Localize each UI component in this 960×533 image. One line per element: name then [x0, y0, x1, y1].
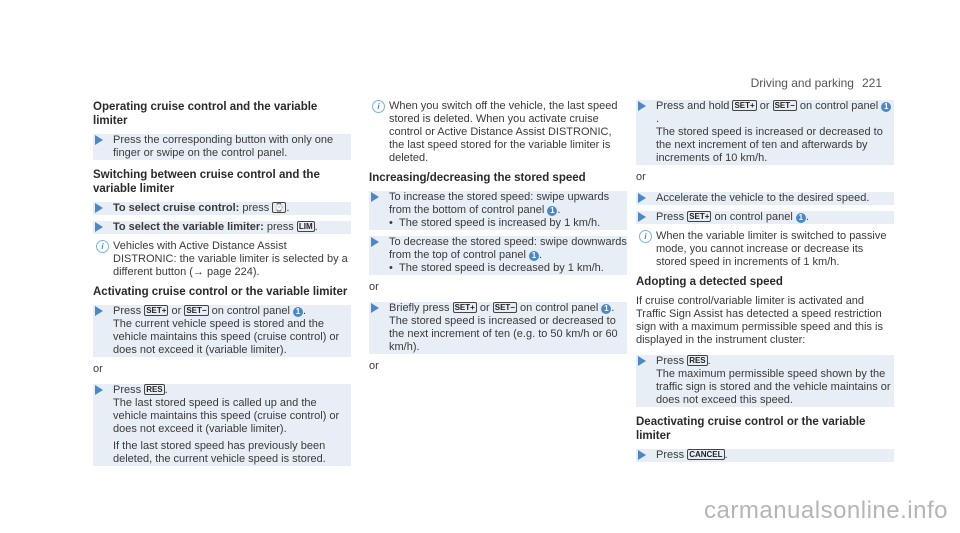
heading-operating: Operating cruise control and the variable limiter [93, 101, 318, 127]
step-arrow-icon [638, 356, 646, 366]
step-arrow-icon [638, 193, 646, 203]
step-arrow-icon [371, 192, 379, 202]
step-accelerate: Accelerate the vehicle to the desired speed. [636, 192, 894, 205]
column-2 [369, 100, 627, 381]
step-arrow-icon [95, 222, 103, 232]
callout-badge: 1 [293, 307, 303, 317]
step-arrow-icon [638, 212, 646, 222]
set-plus-key-icon: SET+ [146, 306, 167, 315]
step-arrow-icon [638, 101, 646, 111]
callout-badge: 1 [881, 102, 891, 112]
bullet-increase: • The stored speed is increased by 1 km/h. [389, 217, 627, 230]
heading-activating: Activating cruise control or the variable limiter [93, 286, 348, 298]
note-switch-off: i When you switch off the vehicle, the last speed stored is deleted. When you activate cruise control or Active Distance Assist DISTRONIC, the last speed stored for the variable limiter is deleted. [369, 100, 627, 165]
step-press-button: Press the corresponding button with only one finger or swipe on the control panel. [93, 134, 351, 160]
lim-key-icon: LIM [298, 222, 313, 231]
heading-deactivating: Deactivating cruise control or the variable limiter [636, 416, 866, 442]
callout-badge: 1 [547, 206, 557, 216]
step-arrow-icon [638, 450, 646, 460]
info-icon: i [96, 240, 109, 253]
or-separator: or [369, 281, 379, 293]
step-cancel: Press CANCEL . [636, 449, 894, 462]
step-arrow-icon [371, 303, 379, 313]
note-limiter: i When the variable limiter is switched to passive mode, you cannot increase or decrease its stored speed in increments of 1 km/h. [636, 230, 894, 269]
watermark: carmanualsonline.info [704, 497, 948, 524]
bullet-decrease: • The stored speed is decreased by 1 km/h. [389, 262, 627, 275]
step-press-res: Press RES . The maximum permissible speed shown by the traffic sign is stored and the vehicle maintains or does not exceed this speed. [636, 355, 894, 407]
step-arrow-icon [95, 135, 103, 145]
step-decrease: To decrease the stored speed: swipe downwards from the top of control panel 1 . • The stored speed is decreased by 1 km/h. [369, 236, 627, 275]
step-increase: To increase the stored speed: swipe upwards from the bottom of control panel 1 . • The stored speed is increased by 1 km/h. [369, 191, 627, 230]
note-vehicles: i Vehicles with Active Distance Assist DISTRONIC: the variable limiter is selected by a different button (→ page 224). [93, 240, 351, 279]
res-key-icon: RES [146, 385, 163, 394]
column-3 [636, 100, 894, 468]
step-press-res: Press RES . The last stored speed is called up and the vehicle maintains this speed (cruise control) or does not exceed it (variable limiter). If the last stored speed has previously been deleted, the current vehicle speed is stored. [93, 384, 351, 466]
step-select-cc: To select cruise control: press ⌚ . [93, 202, 351, 215]
cancel-key-icon: CANCEL [689, 450, 723, 459]
set-minus-key-icon: SET− [494, 303, 515, 312]
set-plus-key-icon: SET+ [689, 212, 710, 221]
step-briefly-press: Briefly press SET+ or SET− on control panel 1 . The stored speed is increased or decreased to the next increment of ten (e.g. to 50 km/h or 60 km/h). [369, 302, 627, 354]
step-arrow-icon [95, 203, 103, 213]
info-icon: i [639, 230, 652, 243]
set-plus-key-icon: SET+ [454, 303, 475, 312]
heading-adopting: Adopting a detected speed [636, 276, 783, 288]
or-separator: or [636, 171, 646, 183]
callout-badge: 1 [601, 304, 611, 314]
set-minus-key-icon: SET− [774, 101, 795, 110]
heading-switching: Switching between cruise control and the variable limiter [93, 169, 320, 195]
adopting-text: If cruise control/variable limiter is activated and Traffic Sign Assist has detected a speed restriction sign with a maximum permissible speed and this is displayed in the instrument cluster: [636, 295, 883, 346]
heading-incdec: Increasing/decreasing the stored speed [369, 172, 586, 184]
section-title: Driving and parking [750, 76, 854, 90]
step-press-set: Press SET+ or SET− on control panel 1 . The current vehicle speed is stored and the vehicle maintains this speed (cruise control) or does not exceed it (variable limiter). [93, 305, 351, 357]
step-select-vl: To select the variable limiter: press LIM . [93, 221, 351, 234]
or-separator: or [369, 360, 379, 372]
page-header [751, 76, 882, 90]
step-press-set: Press SET+ on control panel 1 . [636, 211, 894, 224]
res-key-icon: RES [689, 356, 706, 365]
step-arrow-icon [371, 237, 379, 247]
cruise-control-key-icon: ⌚ [274, 203, 285, 212]
info-icon: i [372, 100, 385, 113]
step-arrow-icon [95, 385, 103, 395]
or-separator: or [93, 363, 103, 375]
set-plus-key-icon: SET+ [734, 101, 755, 110]
step-press-hold: Press and hold SET+ or SET− on control panel 1. The stored speed is increased or decreased to the next increment of ten and afterwards by increments of 10 km/h. [636, 100, 894, 165]
callout-badge: 1 [529, 251, 539, 261]
step-arrow-icon [95, 306, 103, 316]
column-1 [93, 100, 351, 472]
page-number: 221 [861, 76, 882, 90]
callout-badge: 1 [796, 213, 806, 223]
set-minus-key-icon: SET− [186, 306, 207, 315]
